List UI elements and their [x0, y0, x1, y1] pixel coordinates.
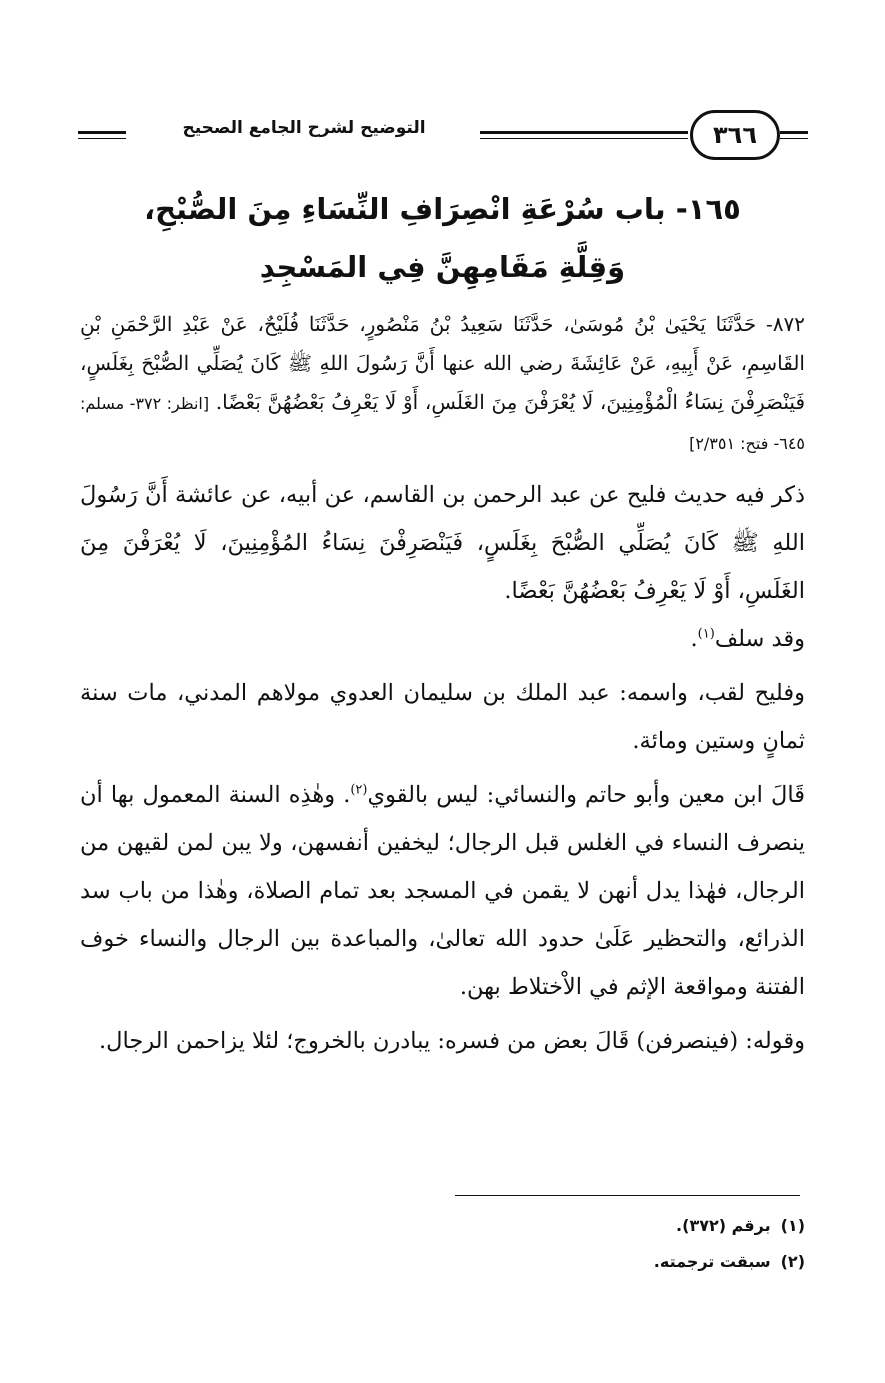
paragraph-5: وقوله: (فينصرفن) قَالَ بعض من فسره: يبادرن بالخروج؛ لئلا يزاحمن الرجال.	[99, 1028, 805, 1054]
header-rule-middle-thin	[480, 138, 688, 139]
header-rule-right	[780, 131, 808, 134]
paragraph-1: ذكر فيه حديث فليح عن عبد الرحمن بن القاسم، عن أبيه، عن عائشة أَنَّ رَسُولَ اللهِ ﷺ كَانَ يُصَلِّي الصُّبْحَ بِغَلَسٍ، فَيَنْصَرِفْنَ نِسَاءُ المُؤْمِنِينَ، لَا يُعْرَفْنَ مِنَ الغَلَسِ، أَوْ لَا يَعْرِفُ بَعْضُهُنَّ بَعْضًا.	[80, 482, 805, 604]
footnote-1	[80, 1208, 805, 1244]
paragraph-4-rest: . وهٰذِه السنة المعمول بها أن ينصرف النساء في الغلس قبل الرجال؛ ليخفين أنفسهن، ولا يبن لمن لقيهن من الرجال، فهٰذا يدل أنهن لا يقمن في المسجد بعد تمام الصلاة، وهٰذا من باب سد الذرائع، والتحظير عَلَىٰ حدود الله تعالىٰ، والمباعدة بين الرجال والنساء خوف الفتنة ومواقعة الإثم في الاْختلاط بهن.	[80, 782, 805, 1000]
footnote-2-text: سبقت ترجمته.	[653, 1252, 771, 1271]
hadith-reference: [انظر: ٣٧٢- مسلم: ٦٤٥- فتح: ٢/٣٥١]	[80, 394, 805, 453]
paragraph-2-end: .	[690, 626, 698, 652]
header-rule-left	[78, 131, 126, 134]
footnote-ref-2: (٢)	[350, 782, 368, 798]
footnotes	[80, 1208, 805, 1280]
running-title: التوضيح لشرح الجامع الصحيح	[182, 118, 426, 138]
chapter-title-line2: وَقِلَّةِ مَقَامِهِنَّ فِي المَسْجِدِ	[259, 250, 626, 284]
header-rule-right-thin	[780, 138, 808, 139]
page-number: ٣٦٦	[690, 110, 780, 160]
footnote-ref-1: (١)	[697, 626, 715, 642]
page-header	[78, 108, 808, 160]
hadith-text: ٨٧٢- حَدَّثَنَا يَحْيَىٰ بْنُ مُوسَىٰ، حَدَّثَنَا سَعِيدُ بْنُ مَنْصُورٍ، حَدَّثَنَا فُلَيْحٌ، عَنْ عَبْدِ الرَّحْمَنِ بْنِ القَاسِمِ، عَنْ أَبِيهِ، عَنْ عَائِشَةَ رضي الله عنها أَنَّ رَسُولَ اللهِ ﷺ كَانَ يُصَلِّي الصُّبْحَ بِغَلَسٍ، فَيَنْصَرِفْنَ نِسَاءُ الْمُؤْمِنِينَ، لَا يُعْرَفْنَ مِنَ الغَلَسِ، أَوْ لَا يَعْرِفُ بَعْضُهُنَّ بَعْضًا.	[80, 312, 806, 414]
hadith-paragraph	[80, 305, 805, 463]
footnote-2-number: (٢)	[780, 1252, 805, 1271]
footnote-divider	[455, 1195, 800, 1196]
chapter-title	[80, 180, 805, 296]
paragraph-4	[80, 771, 805, 1011]
main-text	[80, 305, 805, 1065]
footnote-1-number: (١)	[780, 1216, 805, 1235]
paragraph-2	[80, 615, 805, 663]
footnote-1-text: برقم (٣٧٢).	[676, 1216, 771, 1235]
header-rule-left-thin	[78, 138, 126, 139]
paragraph-2-text: وقد سلف	[714, 626, 805, 652]
paragraph-4-start: قَالَ ابن معين وأبو حاتم والنسائي: ليس بالقوي	[367, 782, 805, 808]
footnote-2	[80, 1244, 805, 1280]
chapter-title-line1: ١٦٥- باب سُرْعَةِ انْصِرَافِ النِّسَاءِ مِنَ الصُّبْحِ،	[144, 192, 741, 226]
header-rule-middle	[480, 131, 688, 134]
paragraph-3: وفليح لقب، واسمه: عبد الملك بن سليمان العدوي مولاهم المدني، مات سنة ثمانٍ وستين ومائة.	[80, 680, 805, 754]
